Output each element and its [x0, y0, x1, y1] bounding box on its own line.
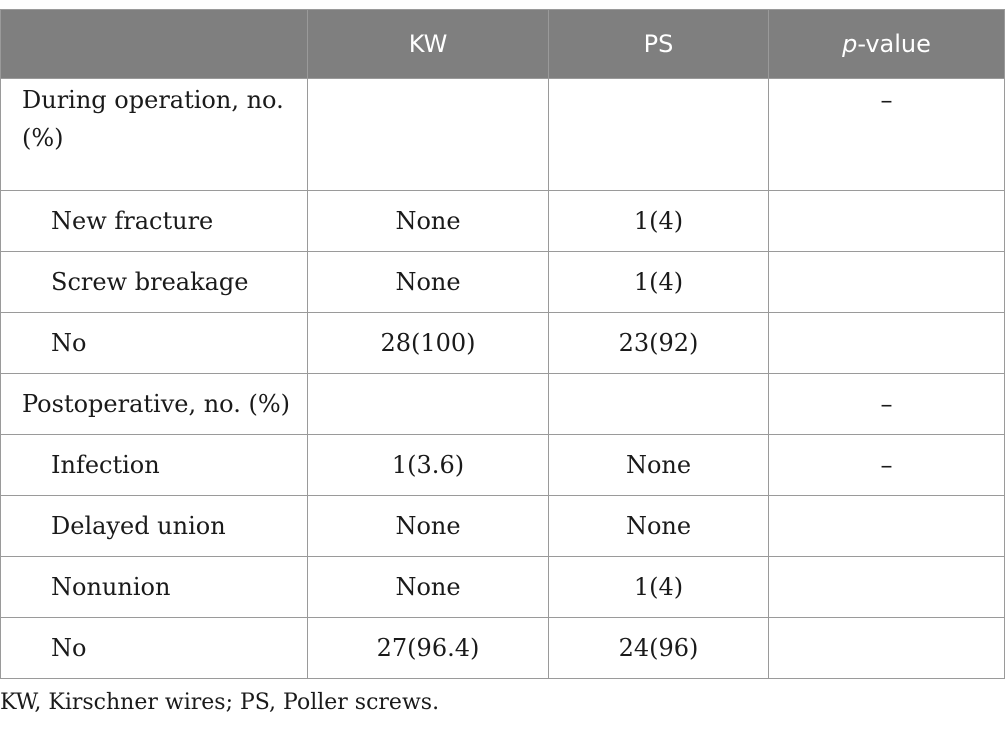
table-footnote: KW, Kirschner wires; PS, Poller screws. — [0, 690, 440, 715]
ps-cell: 1(4) — [549, 557, 769, 618]
p-value-cell — [769, 618, 1005, 679]
row-label: No — [1, 313, 308, 374]
kw-cell — [308, 79, 549, 191]
p-value-cell — [769, 252, 1005, 313]
p-value-cell — [769, 191, 1005, 252]
ps-cell: 23(92) — [549, 313, 769, 374]
p-value-cell: – — [769, 374, 1005, 435]
header-p-letter: p — [842, 29, 858, 58]
table-row — [1, 252, 1005, 313]
row-label: Nonunion — [1, 557, 308, 618]
table-row — [1, 79, 1005, 191]
kw-cell: 27(96.4) — [308, 618, 549, 679]
ps-cell: 1(4) — [549, 191, 769, 252]
kw-cell: None — [308, 191, 549, 252]
table-row — [1, 374, 1005, 435]
header-kw: KW — [308, 10, 549, 79]
ps-cell — [549, 79, 769, 191]
ps-cell: None — [549, 496, 769, 557]
row-label: Postoperative, no. (%) — [1, 374, 308, 435]
row-label: Delayed union — [1, 496, 308, 557]
ps-cell — [549, 374, 769, 435]
table-row — [1, 557, 1005, 618]
table-row — [1, 618, 1005, 679]
kw-cell: 1(3.6) — [308, 435, 549, 496]
row-label: Infection — [1, 435, 308, 496]
table-row — [1, 191, 1005, 252]
kw-cell: None — [308, 252, 549, 313]
table-row — [1, 496, 1005, 557]
kw-cell: None — [308, 557, 549, 618]
kw-cell: 28(100) — [308, 313, 549, 374]
header-row — [1, 10, 1005, 79]
header-ps: PS — [549, 10, 769, 79]
row-label: No — [1, 618, 308, 679]
p-value-cell: – — [769, 79, 1005, 191]
p-value-cell — [769, 496, 1005, 557]
complications-table — [0, 9, 1005, 679]
p-value-cell — [769, 313, 1005, 374]
p-value-cell — [769, 557, 1005, 618]
ps-cell: 1(4) — [549, 252, 769, 313]
table-row — [1, 313, 1005, 374]
row-label: During operation, no. (%) — [1, 79, 308, 191]
header-p-suffix: -value — [857, 29, 931, 58]
p-value-cell: – — [769, 435, 1005, 496]
kw-cell — [308, 374, 549, 435]
header-p-value — [769, 10, 1005, 79]
header-group — [1, 10, 308, 79]
row-label: New fracture — [1, 191, 308, 252]
kw-cell: None — [308, 496, 549, 557]
ps-cell: None — [549, 435, 769, 496]
ps-cell: 24(96) — [549, 618, 769, 679]
row-label: Screw breakage — [1, 252, 308, 313]
table-row — [1, 435, 1005, 496]
